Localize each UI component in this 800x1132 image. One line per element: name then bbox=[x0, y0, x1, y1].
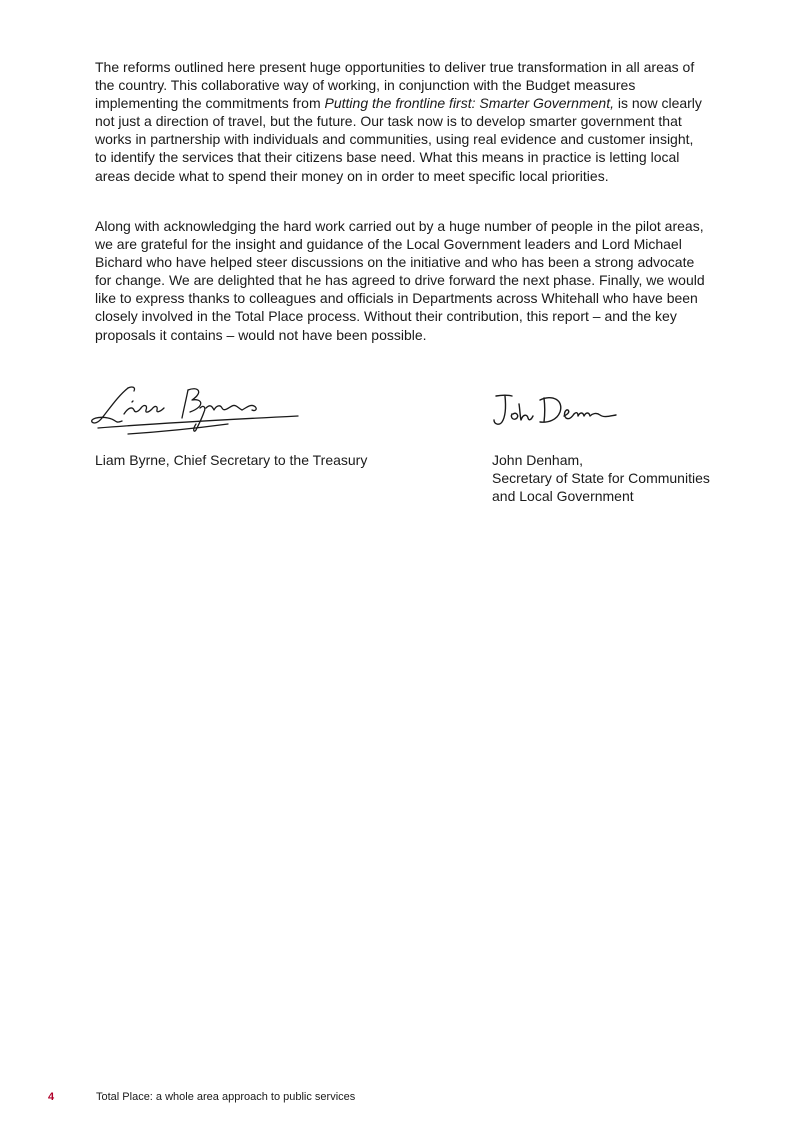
denham-caption-line: and Local Government bbox=[492, 488, 634, 504]
john-denham-signature bbox=[488, 390, 620, 430]
publication-title: Putting the frontline first: Smarter Government, bbox=[324, 95, 614, 112]
liam-byrne-signature bbox=[88, 378, 306, 438]
page-number: 4 bbox=[48, 1091, 55, 1103]
paragraph1-after: is now clearly not just a direction of travel, but the future. Our task now is to develop smarter government that works in partnership with individuals and communities, using real evidence and customer insight, to identify the services that their citizens base need. What this means in practice is letting local areas decide what to spend their money on in order to meet specific local priorities. bbox=[95, 95, 702, 184]
byrne-signature-text: Liam Byrne bbox=[88, 378, 94, 379]
acknowledgements-paragraph: Along with acknowledging the hard work carried out by a huge number of people in the pilot areas, we are grateful for the insight and guidance of the Local Government leaders and Lord Michael Bichard who have helped steer discussions on the initiative and who has been a strong advocate for change. We are delighted that he has agreed to drive forward the next phase. Finally, we would like to express thanks to colleagues and officials in Departments across Whitehall who have been closely involved in the Total Place process. Without their contribution, this report – and the key proposals it contains – would not have been possible. bbox=[95, 218, 705, 343]
denham-caption-line: John Denham, bbox=[492, 452, 584, 468]
footer-title: Total Place: a whole area approach to public services bbox=[96, 1091, 356, 1103]
denham-signature-text: John Denham bbox=[488, 390, 495, 391]
denham-caption-line: Secretary of State for Communities bbox=[492, 470, 710, 486]
intro-paragraph bbox=[95, 58, 707, 185]
byrne-caption: Liam Byrne, Chief Secretary to the Treasury bbox=[95, 452, 368, 468]
paragraph1-before: The reforms outlined here present huge opportunities to deliver true transformation in all areas of the country. This collaborative way of working, in conjunction with the Budget measures implementing the commitments from bbox=[95, 59, 695, 112]
denham-caption bbox=[492, 451, 710, 505]
